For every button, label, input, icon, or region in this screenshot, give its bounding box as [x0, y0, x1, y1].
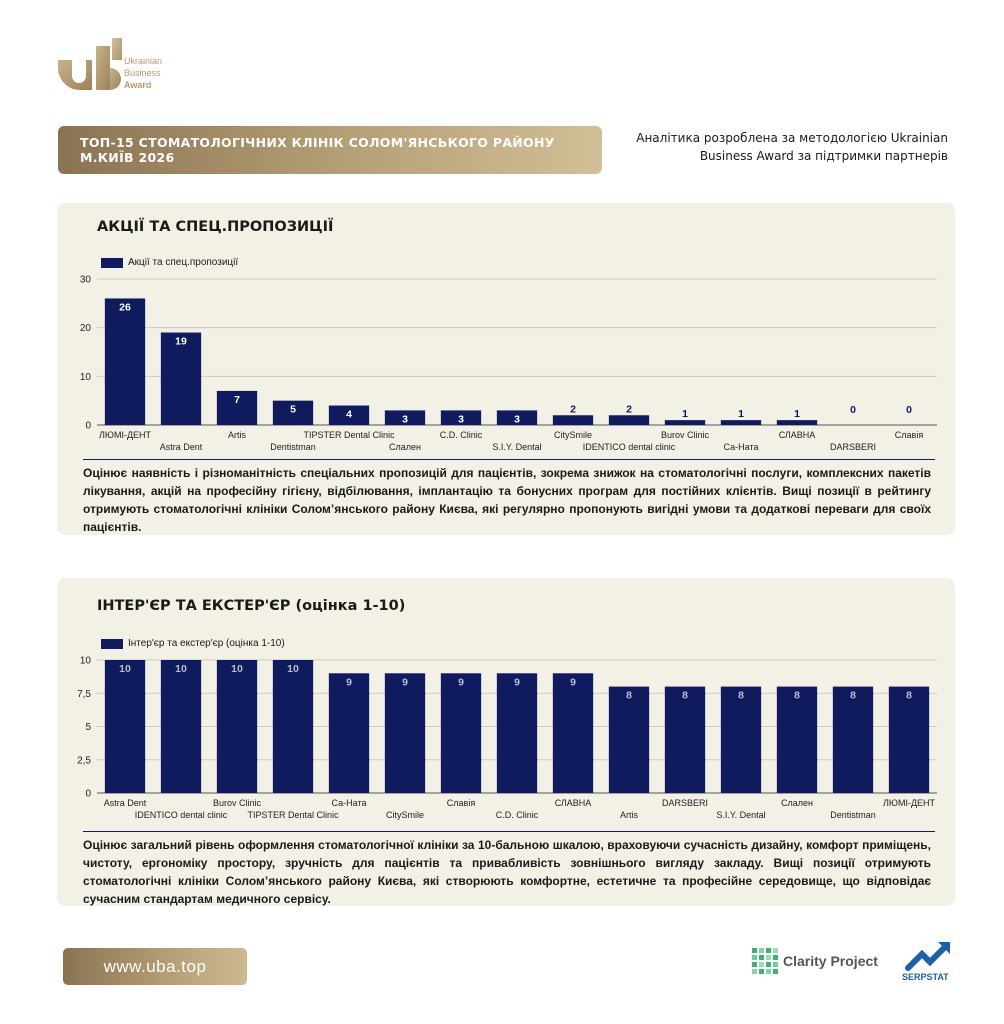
x-tick-label: CitySmile [553, 430, 593, 440]
y-tick-label: 20 [79, 323, 91, 335]
x-tick-label: IDENTICO dental clinic [134, 810, 228, 820]
brand-line-1: Ukrainian [124, 56, 163, 66]
x-tick-label: Слален [781, 798, 813, 808]
x-tick-label: CitySmile [385, 810, 425, 820]
data-label: 26 [119, 301, 131, 314]
x-tick-label: Artis [228, 430, 246, 440]
x-tick-label: Dentistman [270, 442, 316, 452]
data-label: 1 [794, 408, 800, 421]
interior-title: ІНТЕР'ЄР ТА ЕКСТЕР'ЄР (оцінка 1-10) [97, 598, 406, 614]
x-tick-label: ЛЮМІ-ДЕНТ [882, 798, 936, 808]
legend-label: Інтер'єр та екстер'єр (оцінка 1-10) [128, 638, 285, 649]
x-tick-label: Славія [894, 430, 924, 440]
data-label: 3 [402, 413, 408, 426]
bar [385, 673, 425, 793]
data-label: 1 [682, 408, 688, 421]
data-label: 9 [402, 676, 408, 689]
data-label: 10 [119, 663, 131, 675]
data-label: 2 [626, 403, 632, 416]
x-tick-label: Слален [389, 442, 421, 452]
section-divider [83, 459, 935, 460]
bar [777, 687, 817, 793]
bar [777, 420, 817, 425]
x-tick-label: C.D. Clinic [495, 810, 539, 820]
x-tick-label: C.D. Clinic [439, 430, 483, 440]
legend-label: Акції та спец.пропозиції [128, 257, 239, 268]
methodology-note [628, 129, 948, 165]
x-tick-label: Burov Clinic [212, 798, 262, 808]
bar [889, 687, 929, 793]
data-label: 0 [906, 404, 912, 416]
brand-line-3: Award [124, 80, 152, 90]
x-tick-label: СЛАВНА [778, 430, 816, 440]
data-label: 19 [175, 335, 187, 348]
x-tick-label: S.I.Y. Dental [492, 442, 542, 452]
bar [105, 660, 145, 793]
page-title: ТОП-15 СТОМАТОЛОГІЧНИХ КЛІНІК СОЛОМ'ЯНСЬКОГО РАЙОНУ М.КИЇВ 2026 [80, 135, 555, 165]
data-label: 8 [626, 689, 632, 702]
bar [161, 660, 201, 793]
x-tick-label: Astra Dent [159, 442, 203, 452]
bar [329, 673, 369, 793]
data-label: 10 [175, 663, 187, 675]
y-tick-label: 10 [79, 371, 91, 383]
data-label: 3 [514, 413, 520, 426]
y-tick-label: 0 [85, 420, 91, 432]
uba-logo-icon [58, 38, 188, 93]
bar [833, 687, 873, 793]
data-label: 8 [850, 689, 856, 702]
x-tick-label: Са-Ната [723, 442, 759, 452]
website-url[interactable]: www.uba.top [103, 956, 207, 976]
clarity-project-logo [752, 948, 878, 974]
data-label: 9 [346, 676, 352, 689]
serpstat-chart-icon [902, 940, 954, 972]
bar [105, 298, 145, 425]
x-tick-label: TIPSTER Dental Clinic [247, 810, 339, 820]
x-tick-label: DARSBERI [661, 798, 709, 808]
data-label: 8 [794, 689, 800, 702]
bar [441, 673, 481, 793]
x-tick-label: Artis [620, 810, 638, 820]
data-label: 0 [850, 404, 856, 416]
y-tick-label: 5 [85, 722, 91, 733]
data-label: 2 [570, 403, 576, 416]
bar [665, 687, 705, 793]
promotions-chart [57, 203, 955, 455]
bar [553, 673, 593, 793]
data-label: 10 [287, 663, 299, 675]
data-label: 9 [570, 676, 576, 689]
clarity-project-name: Clarity Project [783, 953, 878, 969]
data-label: 5 [290, 403, 296, 416]
section-divider [83, 831, 935, 832]
bar [665, 420, 705, 425]
y-tick-label: 7,5 [77, 688, 91, 700]
data-label: 8 [682, 689, 688, 702]
x-tick-label: Славія [446, 798, 476, 808]
page-title-bar [58, 126, 602, 174]
bar [609, 687, 649, 793]
x-tick-label: Са-Ната [331, 798, 367, 808]
x-tick-label: Astra Dent [103, 798, 147, 808]
website-link[interactable] [63, 948, 247, 985]
y-tick-label: 0 [85, 788, 91, 800]
y-tick-label: 2,5 [77, 755, 91, 767]
clarity-grid-icon [752, 948, 778, 974]
methodology-line-1: Аналітика розроблена за методологією Ukrainian [636, 131, 948, 145]
data-label: 8 [906, 689, 912, 702]
x-tick-label: Burov Clinic [660, 430, 710, 440]
serpstat-logo [902, 940, 954, 985]
bar [609, 415, 649, 425]
bar [497, 673, 537, 793]
data-label: 8 [738, 689, 744, 702]
x-tick-label: Dentistman [830, 810, 876, 820]
bar [721, 420, 761, 425]
y-tick-label: 10 [79, 655, 91, 667]
x-tick-label: ЛЮМІ-ДЕНТ [98, 430, 152, 440]
bar [217, 660, 257, 793]
interior-description: Оцінює загальний рівень оформлення стоматологічної клініки за 10-бальною шкалою, враховуючи сучасність дизайну, комфорт приміщень, чистоту, ергономіку простору, зручність для пацієнтів та привабливість зовнішнього вигляду закладу. Вищі позиції отримують стоматологічні клініки Солом’янського району Києва, які створюють комфортне, естетичне та професійне середовище, що відповідає сучасним стандартам медичного сервісу. [83, 838, 931, 906]
data-label: 9 [514, 676, 520, 689]
bar [273, 660, 313, 793]
interior-card [57, 578, 955, 906]
brand-line-2: Business [124, 68, 161, 78]
bar [721, 687, 761, 793]
y-tick-label: 30 [79, 274, 91, 286]
x-tick-label: DARSBERI [829, 442, 877, 452]
promotions-title: АКЦІЇ ТА СПЕЦ.ПРОПОЗИЦІЇ [97, 219, 334, 235]
serpstat-name: SERPSTAT [902, 972, 949, 982]
data-label: 9 [458, 676, 464, 689]
data-label: 7 [234, 393, 240, 406]
data-label: 10 [231, 663, 243, 675]
interior-chart [57, 578, 955, 828]
bar [553, 415, 593, 425]
data-label: 4 [346, 408, 352, 421]
x-tick-label: TIPSTER Dental Clinic [303, 430, 395, 440]
x-tick-label: S.I.Y. Dental [716, 810, 766, 820]
data-label: 3 [458, 413, 464, 426]
promotions-card [57, 203, 955, 535]
x-tick-label: СЛАВНА [554, 798, 592, 808]
promotions-description: Оцінює наявність і різноманітність спеціальних пропозицій для пацієнтів, зокрема знижок на стоматологічні послуги, комплексних пакетів лікування, акцій на професійну гігієну, відбілювання, імплантацію та бонусних програм для постійних клієнтів. Вищі позиції в рейтингу отримують стоматологічні клініки Солом’янського району Києва, які регулярно пропонують вигідні умови та додаткові переваги для своїх пацієнтів. [83, 466, 931, 534]
data-label: 1 [738, 408, 744, 421]
x-tick-label: IDENTICO dental clinic [582, 442, 676, 452]
methodology-line-2: Business Award за підтримки партнерів [699, 149, 948, 163]
